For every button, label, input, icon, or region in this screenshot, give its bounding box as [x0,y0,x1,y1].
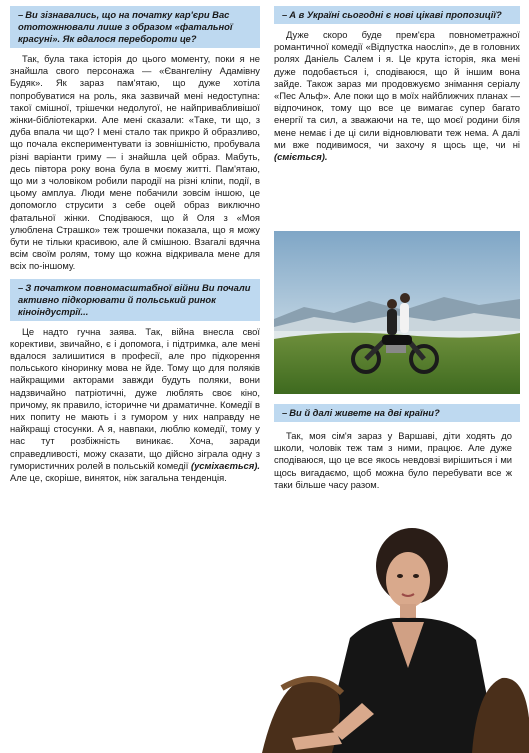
question-text: Ви зізнавались, що на початку кар'єри Вас ототожнювали лише з образом «фатальної красуні». Як вдалося перебороти це? [18,9,233,44]
photo-actress-portrait [262,518,529,753]
answer-polish-market [10,326,260,485]
portrait-photo-illustration [262,518,529,753]
answer-ukraine-offers [274,29,520,163]
answer-text: Так, моя сім'я зараз у Варшаві, діти ходять до школи, чоловік теж там з ними, працює. Але дуже сподіваюся, що це все якось невдовзі вирішиться і ми щось вигадаємо, щоб можна було перебувати все ж таки більше часу разом. [274,430,512,490]
stage-direction: (усміхається). [190,459,260,471]
question-text: Ви й далі живете на дві країни? [289,407,440,418]
question-dash: – [282,9,288,20]
photo-motorcycle-mountains [274,231,520,394]
question-dash: – [18,9,24,20]
answer-text: Так, була така історія до цього моменту, поки я не знайшла свого персонажа — «Євангеліну Адамівну Будяк». Як зараз пам'ятаю, що дуже хотіла попробуватися на роль, яка зазвичай мені недоступна: такої смішної, трішечки недолугої, не найпривабливішої жінки-бібліотекарки. Але мені сказали: «Таке, ти що, з дуба впала чи що? І мені стало так прикро й образливо, що почала експериментувати із зовнішністю, пробувала різні варіанти гриму — і знайшла цей образ. Мабуть, десь півтора року вона була в моєму житті. Пам'ятаю, що ми з чоловіком робили пародії на різні кліпи, події, в цьому амплуа. Люди мене побачили зовсім іншою, це допомогло струсити з себе оцей образ виключно фатальної жінки. Сподіваюся, що й Оля з «Моя улюблена Страшко» теж трошечки показала, що я можу бути не тільки красивою, але й смішною. Взагалі вдячна всім своїм ролям, тому що кожна відкривала мене для всіх по-іншому. [10,53,260,272]
answer-two-countries [274,430,512,491]
motorcycle-photo-illustration [274,231,520,394]
answer-text: Це надто гучна заява. Так, війна внесла свої корективи, звичайно, є і допомога, і підтримка, але мені вдалося залишитися в професії, але про підкорення польського кіноринку мова не йде. Тому що для поляків найкращими акторами завжди будуть поляки, вони надзвичайно патріотичні, дуже люблять своє кіно, причому, як правило, історичне чи драматичне. Комедії в них попиту не мають і з гумором у них направду не найкращі стосунки. А я, навпаки, люблю комедії, тому у нас тут розбіжність виникає. Хоча, заради справедливості, можу сказати, що дійсно зіграла одну з гумористичних ролей в польській комедії [10,325,260,471]
answer-text: Але це, скоріше, виняток, ніж загальна тенденція. [10,472,227,484]
question-dash: – [282,407,288,418]
stage-direction: (сміється). [274,151,328,163]
question-text: А в Україні сьогодні є нові цікаві пропозиції? [289,9,502,20]
left-column [10,6,260,484]
question-two-countries [274,404,520,422]
question-dash: – [18,281,24,293]
question-text: З початком повномасштабної війни Ви почали активно підкорювати й польський ринок кіноіндустрії... [18,281,251,317]
question-ukraine-offers [274,6,520,24]
question-polish-market [10,279,260,321]
answer-career-image [10,53,260,273]
question-career-image [10,6,260,48]
right-column [274,6,520,163]
question-two-countries-wrapper [274,404,520,427]
answer-text: Дуже скоро буде прем'єра повнометражної романтичної комедії «Відпустка наосліп», де в головних ролях Даніель Салем і я. Це крута історія, яка мені дуже подобається і, сподіваюся, що й іншим вона зайде. Також зараз ми продовжуємо знімання серіалу «Пес Альф». Але поки що в моїх найближчих планах — відпочинок, тому що все це вимагає супер багато енергії та сил, а зважаючи на те, що моєї родини біля мене немає і де ці сили відновлювати теж нема. А далі ми вже подивимося, чи захочу я щось ще, чи ні [274,29,520,150]
